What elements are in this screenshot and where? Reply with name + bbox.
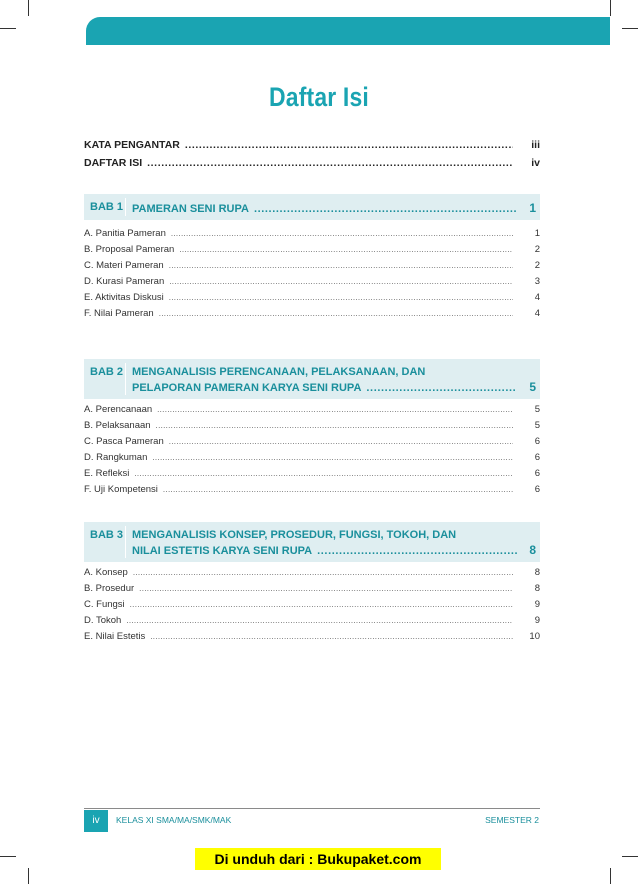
chapter-header-bab-3[interactable] [84, 522, 540, 562]
page-title: Daftar Isi [269, 82, 369, 112]
toc-item[interactable]: A. Konsep ..... 8 [84, 567, 540, 578]
crop-mark [622, 856, 638, 857]
chapter-title: MENGANALISIS KONSEP, PROSEDUR, FUNGSI, TOKOH, DAN [132, 529, 457, 541]
toc-item[interactable]: C. Pasca Pameran ..... 6 [84, 436, 540, 447]
toc-item[interactable]: E. Aktivitas Diskusi ..... 4 [84, 292, 540, 303]
toc-item[interactable]: D. Tokoh ..... 9 [84, 615, 540, 626]
toc-item[interactable]: A. Panitia Pameran ..... 1 [84, 228, 540, 239]
crop-mark [0, 856, 16, 857]
chapter-title-line-2: NILAI ESTETIS KARYA SENI RUPA ..... 8 [132, 543, 536, 557]
crop-mark [28, 0, 29, 16]
chapter-title: PAMERAN SENI RUPA ..... 1 [132, 201, 536, 215]
header-band [86, 17, 610, 45]
chapter-code: BAB 3 [90, 529, 124, 541]
chapter-page: 1 [529, 201, 536, 215]
crop-mark [610, 868, 611, 884]
dot-leader [317, 545, 517, 557]
download-source-banner[interactable]: Di unduh dari : Bukupaket.com [195, 848, 441, 870]
toc-item[interactable]: B. Pelaksanaan ..... 5 [84, 420, 540, 431]
toc-item[interactable]: F. Uji Kompetensi ..... 6 [84, 484, 540, 495]
toc-item[interactable]: D. Rangkuman ..... 6 [84, 452, 540, 463]
divider [125, 198, 126, 216]
chapter-header-bab-2[interactable] [84, 359, 540, 399]
toc-entry-daftar-isi[interactable] [84, 157, 540, 169]
toc-item[interactable]: A. Perencanaan ..... 5 [84, 404, 540, 415]
chapter-page: 8 [529, 543, 536, 557]
toc-item[interactable]: B. Prosedur ..... 8 [84, 583, 540, 594]
chapter-header-bab-1[interactable] [84, 194, 540, 220]
crop-mark [610, 0, 611, 16]
toc-item[interactable]: B. Proposal Pameran ..... 2 [84, 244, 540, 255]
dot-leader [147, 157, 513, 169]
toc-entry-page: iii [531, 139, 540, 151]
toc-entry-page: iv [531, 157, 540, 169]
toc-entry-label: DAFTAR ISI [84, 157, 143, 169]
toc-item[interactable]: F. Nilai Pameran ..... 4 [84, 308, 540, 319]
chapter-title-line-2: PELAPORAN PAMERAN KARYA SENI RUPA ..... 5 [132, 380, 536, 394]
toc-item[interactable]: C. Fungsi ..... 9 [84, 599, 540, 610]
chapter-title: MENGANALISIS PERENCANAAN, PELAKSANAAN, DAN [132, 366, 426, 378]
divider [125, 526, 126, 558]
chapter-code: BAB 1 [90, 201, 124, 213]
toc-item[interactable]: D. Kurasi Pameran ..... 3 [84, 276, 540, 287]
toc-entry-kata-pengantar[interactable] [84, 139, 540, 151]
toc-item[interactable]: E. Nilai Estetis ..... 10 [84, 631, 540, 642]
footer-semester-label: SEMESTER 2 [485, 815, 539, 825]
dot-leader [185, 139, 513, 151]
footer-divider [84, 808, 540, 809]
footer-class-label: KELAS XI SMA/MA/SMK/MAK [116, 815, 232, 825]
page-number: iv [84, 810, 108, 832]
crop-mark [0, 28, 16, 29]
crop-mark [28, 868, 29, 884]
chapter-code: BAB 2 [90, 366, 124, 378]
toc-item[interactable]: C. Materi Pameran ..... 2 [84, 260, 540, 271]
divider [125, 363, 126, 395]
dot-leader [254, 203, 517, 215]
chapter-page: 5 [529, 380, 536, 394]
dot-leader [366, 382, 517, 394]
toc-item[interactable]: E. Refleksi ..... 6 [84, 468, 540, 479]
toc-entry-label: KATA PENGANTAR [84, 139, 180, 151]
crop-mark [622, 28, 638, 29]
